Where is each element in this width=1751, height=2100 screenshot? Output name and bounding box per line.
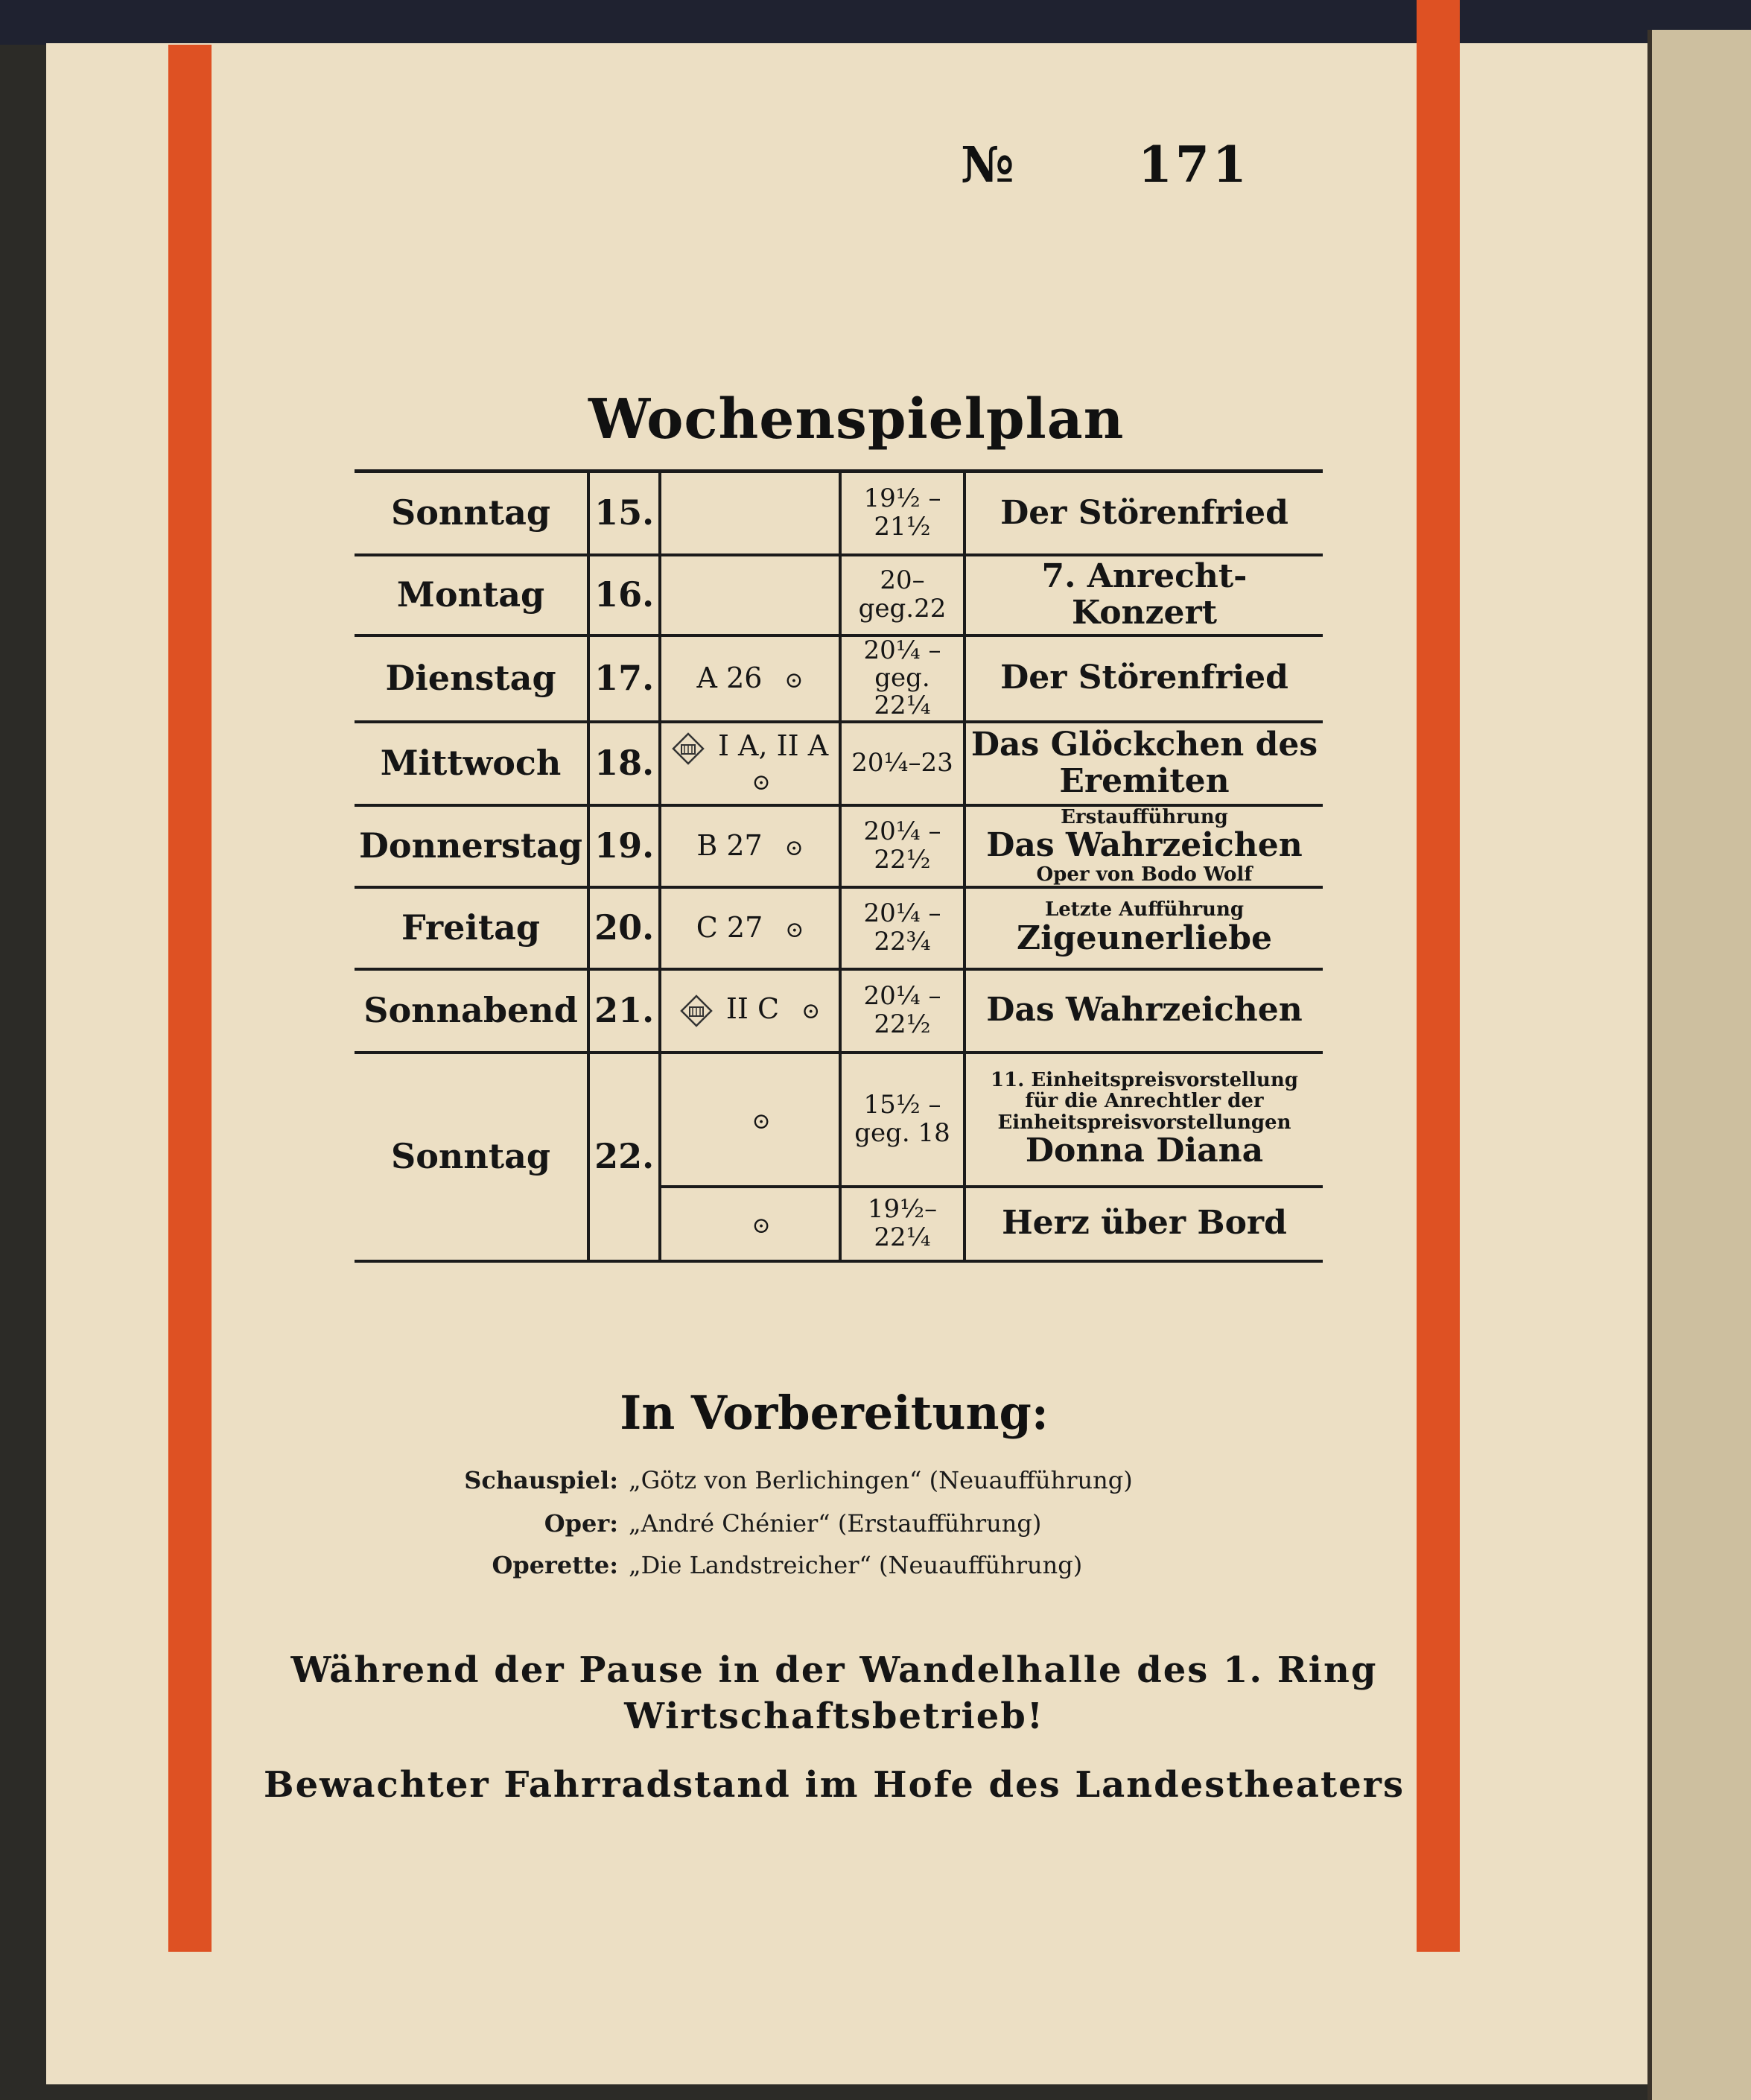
performance-marker-icon: ⊙ xyxy=(801,997,821,1024)
preparation-text: „André Chénier“ (Erstaufführung) xyxy=(629,1509,1042,1538)
date-cell: 17. xyxy=(588,635,660,722)
performance-marker-icon: ⊙ xyxy=(784,667,804,694)
issue-number: 171 xyxy=(1138,136,1250,194)
play-cell xyxy=(965,722,1323,805)
page-title: Wochenspielplan xyxy=(588,387,1125,451)
performance-marker-icon: ⊙ xyxy=(751,1108,771,1135)
table-row xyxy=(355,472,1323,555)
play-title: Donna Diana xyxy=(1025,1132,1264,1170)
play-cell: Herz über Bord xyxy=(965,1187,1323,1261)
next-page-edge xyxy=(1647,30,1751,2100)
time-cell: 20–geg.22 xyxy=(840,555,965,635)
time-cell: 15½ – geg. 18 xyxy=(840,1053,965,1187)
play-cell xyxy=(965,969,1323,1053)
day-cell: Freitag xyxy=(355,887,588,969)
play-title: Der Störenfried xyxy=(1000,659,1288,697)
play-title: Das Glöckchen des Eremiten xyxy=(970,726,1318,800)
number-label: № xyxy=(961,136,1014,194)
play-cell xyxy=(965,887,1323,969)
subscription-cell xyxy=(660,805,840,887)
left-red-stripe xyxy=(168,45,212,1952)
play-cell xyxy=(965,1053,1323,1187)
preparation-label: Schauspiel: xyxy=(464,1466,618,1494)
preparation-label: Operette: xyxy=(492,1551,618,1579)
footer-line-bicycle: Bewachter Fahrradstand im Hofe des Landestheaters xyxy=(264,1764,1405,1806)
day-cell: Montag xyxy=(355,555,588,635)
day-cell: Mittwoch xyxy=(355,722,588,805)
preparation-item xyxy=(417,1466,1162,1494)
play-title: Zigeunerliebe xyxy=(1017,919,1272,957)
play-cell xyxy=(965,635,1323,722)
theater-emblem-icon xyxy=(672,732,705,765)
theater-emblem-icon xyxy=(680,995,713,1027)
time-cell: 20¼ – 22½ xyxy=(840,969,965,1053)
preparation-title: In Vorbereitung: xyxy=(620,1386,1049,1440)
time-cell: 20¼ – 22¾ xyxy=(840,887,965,969)
date-cell: 18. xyxy=(588,722,660,805)
table-row xyxy=(355,1053,1323,1187)
play-title: 7. Anrecht-Konzert xyxy=(1041,557,1248,632)
time-cell: 19½– 22¼ xyxy=(840,1187,965,1261)
date-cell: 20. xyxy=(588,887,660,969)
subscription-cell xyxy=(660,555,840,635)
date-cell: 15. xyxy=(588,472,660,555)
performance-marker-icon: ⊙ xyxy=(785,916,804,943)
time-cell: 20¼ – 22½ xyxy=(840,805,965,887)
day-cell: Dienstag xyxy=(355,635,588,722)
footer-line-catering: Wirtschaftsbetrieb! xyxy=(624,1695,1044,1737)
table-row xyxy=(355,805,1323,887)
performance-marker-icon: ⊙ xyxy=(784,834,804,861)
scan-background xyxy=(0,0,1751,45)
footer-line-pause: Während der Pause in der Wandelhalle des 1. Ring xyxy=(290,1649,1378,1691)
day-cell: Sonntag xyxy=(355,472,588,555)
table-row xyxy=(355,722,1323,805)
table-row xyxy=(355,555,1323,635)
table-row xyxy=(355,887,1323,969)
preparation-text: „Die Landstreicher“ (Neuaufführung) xyxy=(629,1551,1083,1579)
performance-marker-icon: ⊙ xyxy=(751,769,771,796)
play-note: 11. Einheitspreisvorstellung xyxy=(991,1068,1298,1091)
time-cell: 19½ – 21½ xyxy=(840,472,965,555)
preparation-label: Oper: xyxy=(544,1509,618,1538)
subscription-label: A 26 xyxy=(696,661,763,694)
subscription-cell xyxy=(660,722,840,805)
play-cell xyxy=(965,555,1323,635)
subscription-label: C 27 xyxy=(696,910,763,944)
play-title: Das Wahrzeichen xyxy=(986,826,1303,865)
preparation-text: „Götz von Berlichingen“ (Neuaufführung) xyxy=(629,1466,1133,1494)
subscription-cell xyxy=(660,887,840,969)
play-note: Erstaufführung xyxy=(1061,805,1228,828)
subscription-cell xyxy=(660,969,840,1053)
play-cell xyxy=(965,805,1323,887)
subscription-label: II C xyxy=(725,992,780,1025)
day-cell: Sonntag xyxy=(355,1053,588,1261)
schedule-table xyxy=(355,469,1323,1263)
play-title: Der Störenfried xyxy=(1000,493,1288,532)
subscription-cell xyxy=(660,1053,840,1187)
preparation-item xyxy=(417,1509,1162,1538)
time-cell: 20¼–23 xyxy=(840,722,965,805)
play-subline: Oper von Bodo Wolf xyxy=(1036,863,1253,886)
play-note: Letzte Aufführung xyxy=(1044,898,1245,921)
play-note: für die Anrechtler der xyxy=(1025,1090,1264,1113)
date-cell: 22. xyxy=(588,1053,660,1261)
date-cell: 19. xyxy=(588,805,660,887)
performance-marker-icon: ⊙ xyxy=(751,1212,771,1239)
table-row xyxy=(355,969,1323,1053)
play-note: Einheitspreisvorstellungen xyxy=(997,1111,1291,1134)
date-cell: 21. xyxy=(588,969,660,1053)
time-cell: 20¼ – geg. 22¼ xyxy=(840,635,965,722)
subscription-cell xyxy=(660,635,840,722)
play-title: Das Wahrzeichen xyxy=(986,991,1303,1030)
day-cell: Sonnabend xyxy=(355,969,588,1053)
play-cell xyxy=(965,472,1323,555)
day-cell: Donnerstag xyxy=(355,805,588,887)
preparation-item xyxy=(417,1551,1162,1579)
subscription-label: I A, II A xyxy=(717,729,829,763)
table-row xyxy=(355,635,1323,722)
subscription-cell xyxy=(660,1187,840,1261)
subscription-label: B 27 xyxy=(696,828,763,862)
date-cell: 16. xyxy=(588,555,660,635)
subscription-cell xyxy=(660,472,840,555)
